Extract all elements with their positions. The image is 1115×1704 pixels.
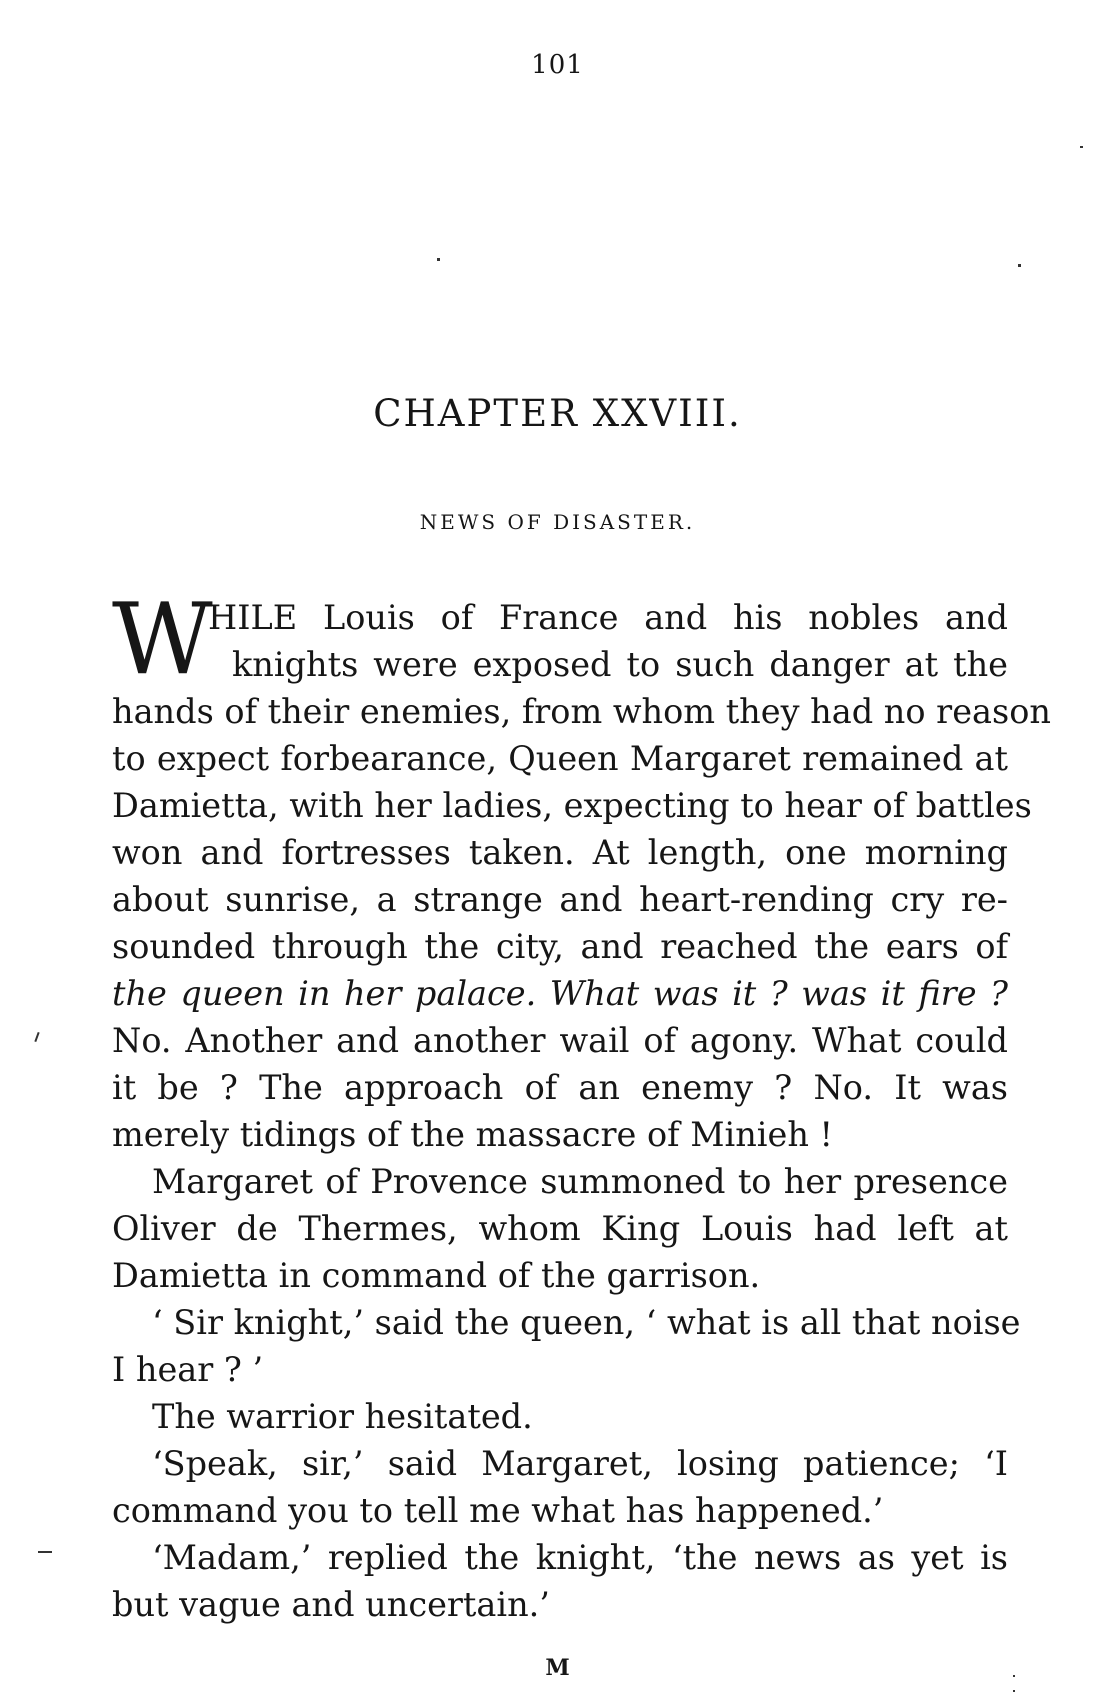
chapter-subtitle: NEWS OF DISASTER. xyxy=(419,510,696,534)
text-line: hands of their enemies, from whom they had no reason xyxy=(112,692,1051,731)
text-line: sounded through the city, and reached the ears of xyxy=(112,927,1008,966)
text-line: Margaret of Provence summoned to her presence xyxy=(152,1162,1008,1201)
text-line: knights were exposed to such danger at the xyxy=(232,645,1008,684)
scan-speck xyxy=(1013,1690,1015,1692)
text-line: Damietta in command of the garrison. xyxy=(112,1256,761,1295)
text-line: about sunrise, a strange and heart-rending cry re- xyxy=(112,880,1008,919)
scan-speck xyxy=(1080,146,1083,148)
page-number: 101 xyxy=(531,50,584,80)
text-line: The warrior hesitated. xyxy=(152,1397,533,1436)
scan-speck xyxy=(38,1551,52,1553)
chapter-title: CHAPTER XXVIII. xyxy=(373,392,742,435)
scan-speck xyxy=(1018,264,1021,267)
text-line: ‘ Sir knight,’ said the queen, ‘ what is all that noise xyxy=(152,1303,1021,1342)
text-line: merely tidings of the massacre of Minieh ! xyxy=(112,1115,834,1154)
signature-mark: M xyxy=(545,1655,570,1681)
text-line: Damietta, with her ladies, expecting to hear of battles xyxy=(112,786,1032,825)
text-line: HILE Louis of France and his nobles and xyxy=(208,598,1008,637)
text-line: No. Another and another wail of agony. What could xyxy=(112,1021,1008,1060)
scan-speck xyxy=(437,258,440,261)
text-line: ‘Madam,’ replied the knight, ‘the news as yet is xyxy=(152,1538,1008,1577)
text-line: but vague and uncertain.’ xyxy=(112,1585,550,1624)
drop-cap: W xyxy=(112,583,213,697)
text-line: to expect forbearance, Queen Margaret remained at xyxy=(112,739,1008,778)
text-line: I hear ? ’ xyxy=(112,1350,264,1389)
text-line: ‘Speak, sir,’ said Margaret, losing patience; ‘I xyxy=(152,1444,1008,1483)
text-line: command you to tell me what has happened.’ xyxy=(112,1491,884,1530)
scan-speck xyxy=(34,1032,39,1042)
text-line: it be ? The approach of an enemy ? No. It was xyxy=(112,1068,1008,1107)
body-text xyxy=(112,583,1051,1628)
text-line: Oliver de Thermes, whom King Louis had left at xyxy=(112,1209,1008,1248)
text-line: the queen in her palace. What was it ? was it fire ? xyxy=(112,974,1008,1013)
text-line: won and fortresses taken. At length, one morning xyxy=(112,833,1008,872)
scan-speck xyxy=(1013,1675,1015,1677)
